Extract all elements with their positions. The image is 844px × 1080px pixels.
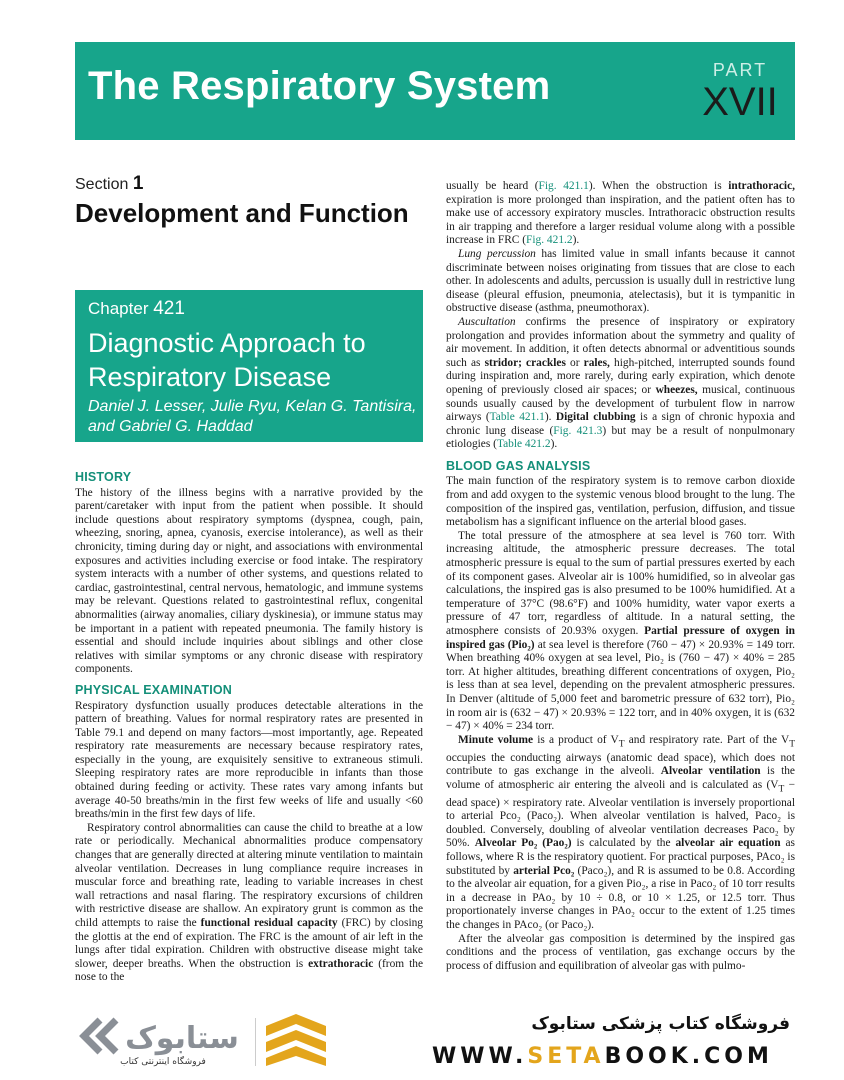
logo-text: ستابوک — [125, 1021, 239, 1056]
figure-link[interactable]: Fig. 421.3 — [553, 424, 603, 437]
part-number: XVII — [702, 80, 778, 124]
part-label: PART — [712, 60, 768, 80]
blood-gas-heading: BLOOD GAS ANALYSIS — [446, 458, 591, 473]
table-link[interactable]: Table 421.2 — [496, 438, 551, 451]
chapter-number: 421 — [153, 298, 185, 319]
blood-gas-paragraph-1: The main function of the respiratory system is to remove carbon dioxide from and add oxygen to the systemic venous blood brought to the lung. The composition of the inspired gas, ventilation, perfusion, diffusion, and tissue metabolism has a significant influence on the arterial blood gases. — [446, 475, 795, 529]
history-heading: HISTORY — [75, 471, 132, 484]
shop-url[interactable]: WWW.SETABOOK.COM — [432, 1044, 773, 1069]
history-paragraph: The history of the illness begins with a narrative provided by the parent/caretaker with input from the patient when possible. It should include questions about respiratory symptoms (dyspnea, cough, pain, wheezing, snoring, apnea, cyanosis, exercise intolerance), as well as their chronicity, timing during day or night, and associations with environmental exposures and activities including exercise or food intake. The respiratory system interacts with a number of other systems, and questions related to cardiac, gastrointestinal, central nervous, hematologic, and immune systems may be relevant. Questions related to gastrointestinal reflux, congenital abnormalities (airway anomalies, ciliary dyskinesia), or immune status may be important in a patient with repeated pneumonia. The family history is essential and should include inquiries about siblings and other close relatives with similar symptoms or any chronic disease with respiratory components. — [75, 486, 423, 676]
figure-link[interactable]: Fig. 421.1 — [538, 180, 589, 192]
chapter-label: Chapter 421 — [88, 298, 185, 319]
section-number: 1 — [132, 173, 144, 194]
book-part-title: The Respiratory System — [88, 64, 551, 108]
physical-exam-paragraph-2: Respiratory control abnormalities can cause the child to breathe at a low rate or periodically. Mechanical abnormalities produce compensatory changes that are generally directed at altering minute ventilation to maintain alveolar ventilation. Decreases in lung compliance require increases in muscular force and breathing rate, leading to variable increases in chest wall retractions and nasal flaring. The respiratory excursions of children with restrictive disease are shallow. An expiratory grunt is common as the child attempts to raise the functional residual capacity (FRC) by closing the glottis at the end of expiration. The FRC is the amount of air left in the lungs after tidal expiration. Children with obstructive disease might take slower, deeper breaths. When the obstruction is extrathoracic (from the nose to the — [75, 821, 423, 984]
physical-exam-paragraph-1: Respiratory dysfunction usually produces detectable alterations in the pattern of breathing. Values for normal respiratory rates are presented in Table 79.1 and depend on many factors—most importantly, age. Repeated respiratory rate measurements are necessary because respiratory rates, especially in the young, are exquisitely sensitive to extraneous stimuli. Sleeping respiratory rates are more reproducible in infants than those obtained during feeding or activity. These rates vary among infants but average 40-50 breaths/min in the first few weeks of life and usually <60 breaths/min in the first few days of life. — [75, 699, 423, 821]
right-column — [446, 180, 795, 995]
figure-link[interactable]: Fig. 421.2 — [526, 234, 573, 247]
blood-gas-paragraph-2: The total pressure of the atmosphere at sea level is 760 torr. With increasing altitude, the atmospheric pressure decreases. The total atmospheric pressure is equal to the sum of partial pressures exerted by each of its component gases. Alveolar air is 100% humidified, so in alveolar gas calculations, the inspired gas is also presumed to be 100% humidified. At a temperature of 37°C (98.6°F) and 100% humidity, water vapor exerts a pressure of 47 torr, regardless of altitude. In a natural setting, the atmosphere consists of 20.93% oxygen. Partial pressure of oxygen in inspired gas (Pio₂) at sea level is therefore (760 − 47) × 20.93% = 149 torr. When breathing 40% oxygen at sea level, Pio₂ is (760 − 47) × 40% = 285 torr. At higher altitudes, breathing different concentrations of oxygen, Pio₂ is less than at sea level, depending on the prevalent atmospheric pressures. In Denver (altitude of 5,000 feet and barometric pressure of 632 torr), Pio₂ in room air is (632 − 47) × 20.93% = 122 torr, and in 40% oxygen, it is (632 − 47) × 40% = 234 torr. — [446, 529, 795, 733]
auscultation-paragraph: Auscultation confirms the presence of inspiratory or expiratory prolongation and provides information about the symmetry and quality of air movement. In addition, it often detects abnormal or adventitious sounds such as stridor; crackles or rales, high-pitched, interrupted sounds found during inspiration and, more rarely, during early expiration, which denote opening of previously closed air spaces; or wheezes, musical, continuous sounds usually caused by the development of turbulent flow in narrow airways (Table 421.1). Digital clubbing is a sign of chronic hypoxia and chronic lung disease (Fig. 421.3) but may be a result of nonpulmonary etiologies (Table 421.2). — [446, 315, 795, 451]
section-title: Development and Function — [75, 198, 409, 228]
obstruction-paragraph: usually be heard (Fig. 421.1). When the obstruction is intrathoracic, expiration is more prolonged than inspiration, and the patient often has to make use of accessory expiratory muscles. Intrathoracic obstruction results in air trapping and therefore a larger residual volume along with a possible increase in FRC (Fig. 421.2). — [446, 180, 795, 247]
physical-exam-heading: PHYSICAL EXAMINATION — [75, 682, 233, 697]
chapter-authors: Daniel J. Lesser, Julie Ryu, Kelan G. Tantisira, and Gabriel G. Haddad — [88, 398, 417, 435]
left-column — [75, 471, 423, 995]
chapter-title: Diagnostic Approach to Respiratory Disease — [88, 328, 366, 392]
blood-gas-paragraph-4: After the alveolar gas composition is determined by the inspired gas conditions and the process of ventilation, gas exchange occurs by the process of diffusion and equilibration of alveolar gas with pulmo- — [446, 932, 795, 972]
footer-divider — [255, 1018, 256, 1066]
shop-name: فروشگاه کتاب پزشکی ستابوک — [531, 1014, 790, 1034]
logo-subtitle: فروشگاه اینترنتی کتاب — [120, 1057, 206, 1067]
section-label: Section 1 — [75, 173, 144, 194]
percussion-paragraph: Lung percussion has limited value in small infants because it cannot discriminate between noises originating from tissues that are close to each other. In adolescents and adults, percussion is usually dull in restrictive lung disease (pleural effusion, pneumonia, atelectasis), but it is tympanitic in obstructive disease (asthma, pneumothorax). — [446, 247, 795, 315]
chevron-left-icon — [100, 1020, 116, 1052]
gold-chevron-icon — [262, 1012, 330, 1068]
table-link[interactable]: Table 421.1 — [489, 411, 545, 424]
blood-gas-paragraph-3: Minute volume is a product of $V_T$ and respiratory rate. Part of the $V_T$ occupies the conducting airways (anatomic dead space), which does not contribute to gas exchange in the alveoli. Alveolar ventilation is the volume of atmospheric air entering the alveoli and is calculated as ($V_T$ − dead space) × respiratory rate. Alveolar ventilation is inversely proportional to arterial Pco₂ (Paco₂). When alveolar ventilation is halved, Paco₂ is doubled. Conversely, doubling of alveolar ventilation decreases Paco₂ by 50%. Alveolar Po₂ (Pao₂) is calculated by the alveolar air equation as follows, where R is the respiratory quotient. For practical purposes, PAco₂ is substituted by arterial Pco₂ (Paco₂), and R is assumed to be 0.8. According to the alveolar air equation, for a given Pio₂, a rise in Paco₂ of 10 torr results in a decrease in PAo₂ by 10 ÷ 0.8, or 10 × 1.25, or 12.5 torr. Thus proportionately inverse changes in PAo₂ occur to the extent of 1.25 times the changes in PAco₂ (or Paco₂). — [446, 733, 795, 932]
